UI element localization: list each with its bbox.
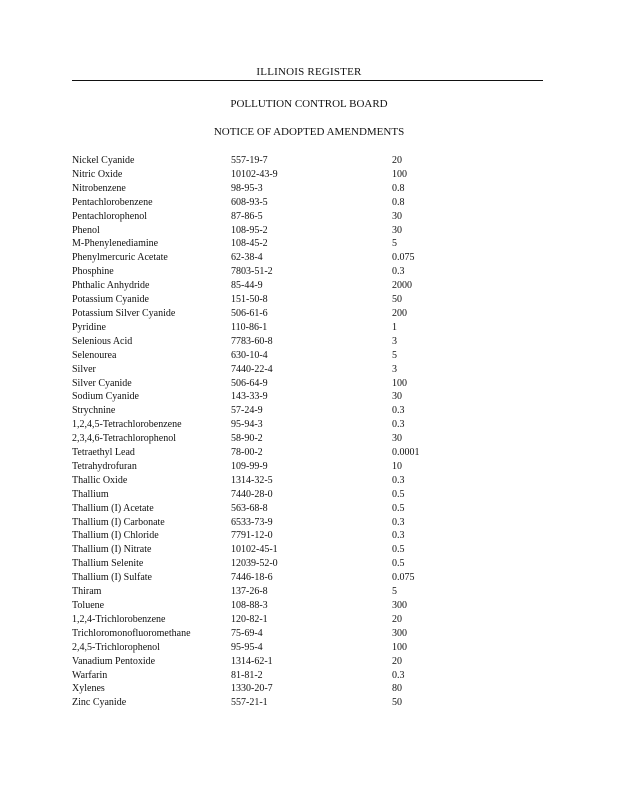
substance-name: Nickel Cyanide [72, 155, 135, 166]
table-row [72, 641, 452, 655]
table-row [72, 585, 452, 599]
cas-number: 506-61-6 [231, 307, 268, 319]
cas-number: 557-19-7 [231, 155, 268, 166]
board-title: POLLUTION CONTROL BOARD [230, 98, 388, 110]
cas-number: 1314-62-1 [231, 655, 273, 667]
table-row [72, 321, 452, 335]
substance-name: 2,3,4,6-Tetrachlorophenol [72, 433, 176, 445]
limit-value: 100 [392, 641, 407, 653]
limit-value: 0.5 [392, 544, 405, 556]
table-row [72, 404, 452, 418]
limit-value: 0.3 [392, 669, 405, 681]
limit-value: 3 [392, 335, 397, 347]
substance-name: Silver [72, 363, 96, 375]
cas-number: 110-86-1 [231, 321, 268, 333]
limit-value: 1 [392, 321, 397, 333]
table-row [72, 251, 452, 265]
cas-number: 608-93-5 [231, 196, 268, 208]
cas-number: 87-86-5 [231, 210, 263, 222]
table-row [72, 390, 452, 404]
substance-name: Thallium (I) Carbonate [72, 516, 165, 528]
limit-value: 0.3 [392, 516, 405, 528]
limit-value: 100 [392, 168, 407, 180]
limit-value: 80 [392, 683, 402, 695]
table-row [72, 307, 452, 321]
cas-number: 95-95-4 [231, 641, 263, 653]
limit-value: 30 [392, 391, 402, 403]
substance-name: Strychnine [72, 405, 116, 417]
substance-name: Warfarin [72, 669, 108, 681]
substance-name: M-Phenylenediamine [72, 238, 159, 250]
table-row [72, 210, 452, 224]
table-row [72, 655, 452, 669]
table-row [72, 557, 452, 571]
limit-value: 0.3 [392, 530, 405, 542]
substance-name: Phosphine [72, 266, 114, 278]
table-row [72, 335, 452, 349]
table-row [72, 682, 452, 696]
notice-title: NOTICE OF ADOPTED AMENDMENTS [213, 126, 405, 138]
substance-name: Phthalic Anhydride [72, 280, 150, 292]
cas-number: 1330-20-7 [231, 683, 273, 695]
cas-number: 6533-73-9 [231, 516, 273, 528]
substance-name: Xylenes [72, 683, 105, 695]
cas-number: 95-94-3 [231, 419, 263, 431]
table-row [72, 265, 452, 279]
limit-value: 50 [392, 697, 402, 709]
table-row [72, 168, 452, 182]
cas-number: 75-69-4 [231, 627, 263, 639]
limit-value: 0.3 [392, 474, 405, 486]
cas-number: 120-82-1 [231, 613, 268, 625]
substance-table [72, 154, 452, 710]
substance-name: Thallium (I) Acetate [72, 502, 154, 514]
substance-name: Vanadium Pentoxide [72, 655, 156, 667]
substance-name: Selenious Acid [72, 335, 133, 347]
cas-number: 1314-32-5 [231, 474, 273, 486]
substance-name: Thallium (I) Chloride [72, 530, 159, 542]
limit-value: 0.0001 [392, 447, 420, 459]
cas-number: 7440-22-4 [231, 363, 273, 375]
table-row [72, 696, 452, 710]
limit-value: 0.8 [392, 182, 405, 194]
table-row [72, 460, 452, 474]
table-row [72, 432, 452, 446]
table-row [72, 237, 452, 251]
table-row [72, 669, 452, 683]
cas-number: 143-33-9 [231, 391, 268, 403]
table-row [72, 613, 452, 627]
substance-name: Selenourea [72, 349, 117, 361]
table-row [72, 627, 452, 641]
table-row [72, 599, 452, 613]
table-row [72, 279, 452, 293]
substance-name: Potassium Cyanide [72, 294, 149, 306]
cas-number: 12039-52-0 [231, 558, 278, 570]
limit-value: 0.8 [392, 196, 405, 208]
substance-name: Phenol [72, 224, 100, 236]
limit-value: 300 [392, 627, 407, 639]
limit-value: 0.075 [392, 252, 415, 264]
substance-name: Nitric Oxide [72, 168, 123, 180]
cas-number: 10102-43-9 [231, 168, 278, 180]
cas-number: 57-24-9 [231, 405, 263, 417]
table-row [72, 349, 452, 363]
cas-number: 506-64-9 [231, 377, 268, 389]
limit-value: 5 [392, 349, 397, 361]
limit-value: 5 [392, 586, 397, 598]
cas-number: 137-26-8 [231, 586, 268, 598]
substance-name: Silver Cyanide [72, 377, 132, 389]
substance-name: Thallium (I) Sulfate [72, 572, 152, 584]
substance-name: Toluene [72, 600, 105, 611]
cas-number: 108-95-2 [231, 224, 268, 236]
limit-value: 20 [392, 613, 402, 625]
limit-value: 50 [392, 294, 402, 306]
cas-number: 557-21-1 [231, 697, 268, 709]
table-row [72, 418, 452, 432]
cas-number: 10102-45-1 [231, 544, 278, 556]
cas-number: 108-88-3 [231, 600, 268, 611]
limit-value: 300 [392, 600, 407, 611]
table-row [72, 196, 452, 210]
substance-name: 1,2,4-Trichlorobenzene [72, 613, 166, 625]
cas-number: 7446-18-6 [231, 572, 273, 584]
limit-value: 0.3 [392, 419, 405, 431]
substance-name: Potassium Silver Cyanide [72, 307, 176, 319]
substance-name: Trichloromonofluoromethane [72, 627, 191, 639]
register-title-text: ILLINOIS REGISTER [252, 66, 365, 78]
substance-name: 1,2,4,5-Tetrachlorobenzene [72, 419, 182, 431]
cas-number: 62-38-4 [231, 252, 263, 264]
substance-name: Thallium [72, 488, 109, 500]
limit-value: 0.5 [392, 558, 405, 570]
cas-number: 85-44-9 [231, 280, 263, 292]
substance-name: Tetrahydrofuran [72, 460, 137, 472]
cas-number: 7440-28-0 [231, 488, 273, 500]
table-row [72, 529, 452, 543]
cas-number: 81-81-2 [231, 669, 263, 681]
table-row [72, 293, 452, 307]
table-row [72, 446, 452, 460]
limit-value: 30 [392, 433, 402, 445]
table-row [72, 182, 452, 196]
register-title [0, 66, 618, 78]
cas-number: 109-99-9 [231, 460, 268, 472]
limit-value: 30 [392, 224, 402, 236]
header-rule [72, 80, 543, 81]
limit-value: 0.075 [392, 572, 415, 584]
limit-value: 20 [392, 155, 402, 166]
cas-number: 98-95-3 [231, 182, 263, 194]
substance-name: Thiram [72, 586, 102, 598]
limit-value: 0.3 [392, 405, 405, 417]
cas-number: 78-00-2 [231, 447, 263, 459]
cas-number: 630-10-4 [231, 349, 268, 361]
table-row [72, 154, 452, 168]
cas-number: 563-68-8 [231, 502, 268, 514]
limit-value: 200 [392, 307, 407, 319]
cas-number: 7803-51-2 [231, 266, 273, 278]
substance-name: Thallic Oxide [72, 474, 128, 486]
limit-value: 10 [392, 460, 402, 472]
limit-value: 3 [392, 363, 397, 375]
cas-number: 151-50-8 [231, 294, 268, 306]
table-row [72, 488, 452, 502]
substance-name: Pyridine [72, 321, 106, 333]
substance-name: Thallium (I) Nitrate [72, 544, 152, 556]
cas-number: 108-45-2 [231, 238, 268, 250]
substance-name: 2,4,5-Trichlorophenol [72, 641, 160, 653]
substance-name: Phenylmercuric Acetate [72, 252, 168, 264]
substance-name: Sodium Cyanide [72, 391, 139, 403]
table-row [72, 502, 452, 516]
table-row [72, 543, 452, 557]
limit-value: 100 [392, 377, 407, 389]
table-row [72, 474, 452, 488]
cas-number: 7783-60-8 [231, 335, 273, 347]
limit-value: 0.3 [392, 266, 405, 278]
limit-value: 30 [392, 210, 402, 222]
limit-value: 0.5 [392, 488, 405, 500]
table-row [72, 571, 452, 585]
limit-value: 20 [392, 655, 402, 667]
substance-name: Pentachlorobenzene [72, 196, 153, 208]
substance-name: Tetraethyl Lead [72, 447, 135, 459]
table-row [72, 224, 452, 238]
substance-name: Zinc Cyanide [72, 697, 127, 709]
table-row [72, 377, 452, 391]
substance-name: Nitrobenzene [72, 182, 126, 194]
limit-value: 5 [392, 238, 397, 250]
cas-number: 58-90-2 [231, 433, 263, 445]
table-row [72, 363, 452, 377]
limit-value: 2000 [392, 280, 412, 292]
substance-name: Thallium Selenite [72, 558, 144, 570]
cas-number: 7791-12-0 [231, 530, 273, 542]
substance-name: Pentachlorophenol [72, 210, 147, 222]
limit-value: 0.5 [392, 502, 405, 514]
table-row [72, 516, 452, 530]
